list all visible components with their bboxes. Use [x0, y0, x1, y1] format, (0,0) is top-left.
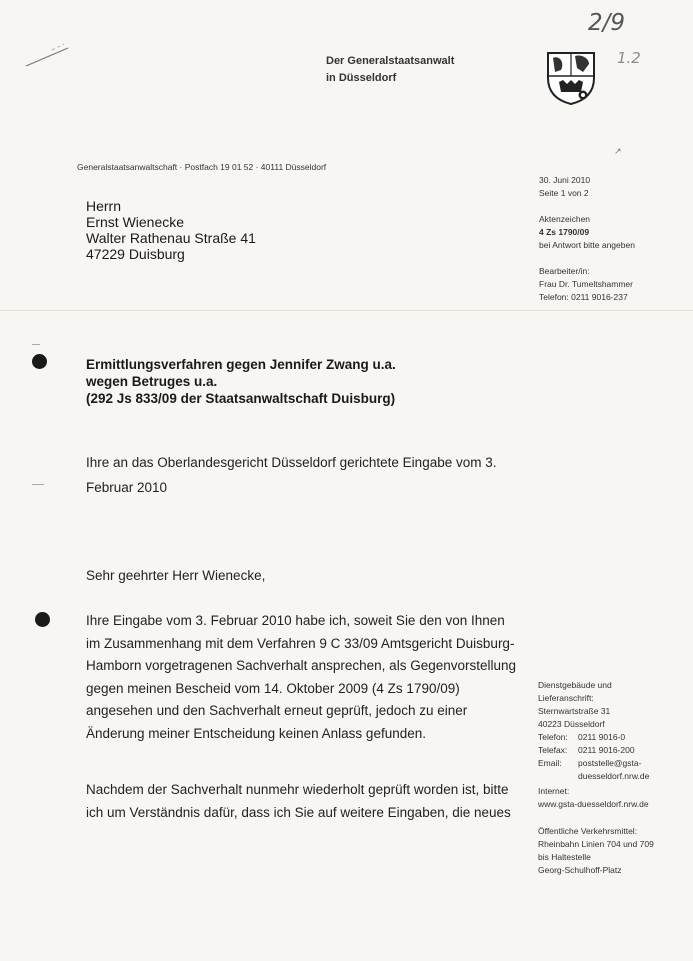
fax-label: Telefax: [538, 745, 568, 755]
fax-number: 0211 9016-200 [578, 745, 635, 755]
punch-hole [32, 354, 47, 369]
paragraph-1-line: gegen meinen Bescheid vom 14. Oktober 2009 (4 Zs 1790/09) [86, 680, 460, 696]
subject [86, 356, 396, 407]
paragraph-1-line: Hamborn vorgetragenen Sachverhalt ansprechen, als Gegenvorstellung [86, 658, 517, 673]
greeting: Sehr geehrter Herr Wienecke, [86, 568, 266, 583]
letterhead-line1: Der Generalstaatsanwalt [326, 55, 455, 67]
reference-number: 4 Zs 1790/09 [539, 227, 590, 237]
internet-label: Internet: [538, 786, 570, 796]
email-address-2: duesseldorf.nrw.de [578, 771, 650, 781]
email-label: Email: [538, 758, 562, 768]
handwritten-page-ref: 2/9 [588, 10, 626, 36]
reference-note: bei Antwort bitte angeben [539, 240, 635, 250]
letterhead [326, 53, 454, 87]
handler-label: Bearbeiter/in: [539, 266, 590, 276]
subject-line3: (292 Js 833/09 der Staatsanwaltschaft Duisburg) [86, 391, 396, 406]
paragraph-1-line: Ihre Eingabe vom 3. Februar 2010 habe ich, soweit Sie den von Ihnen [86, 613, 505, 628]
paragraph-1-line: im Zusammenhang mit dem Verfahren 9 C 33/09 Amtsgericht Duisburg- [86, 635, 515, 651]
telephone-number: 0211 9016-0 [578, 732, 626, 742]
letterhead-line2: in Düsseldorf [326, 72, 397, 84]
paragraph-1-line: Änderung meiner Entscheidung keinen Anlass gefunden. [86, 725, 426, 741]
recipient-city: 47229 Duisburg [86, 246, 185, 262]
handler-name: Frau Dr. Tumeltshammer [539, 279, 633, 289]
office-label-1: Dienstgebäude und [538, 680, 612, 690]
reference-label: Aktenzeichen [539, 214, 591, 224]
pen-tick: ↗ [614, 146, 622, 156]
paragraph-2-line: ich um Verständnis dafür, dass ich Sie auf weitere Eingaben, die neues [86, 804, 511, 820]
handwritten-note: 1.2 [617, 49, 641, 67]
internet-address: www.gsta-duesseldorf.nrw.de [538, 799, 649, 809]
paragraph-1-line: angesehen und den Sachverhalt erneut geprüft, jedoch zu einer [86, 703, 468, 718]
paragraph-1 [86, 610, 524, 745]
subject-line1: Ermittlungsverfahren gegen Jennifer Zwang u.a. [86, 357, 396, 372]
paper-fold [0, 310, 693, 311]
office-city: 40223 Düsseldorf [538, 719, 605, 729]
office-label-2: Lieferanschrift: [538, 693, 594, 703]
recipient-name: Ernst Wienecke [86, 214, 185, 230]
telephone-label: Telefon: [538, 732, 568, 742]
fold-mark [32, 344, 40, 345]
letter-meta [539, 174, 635, 304]
transit-line-2: bis Haltestelle [538, 852, 591, 862]
paragraph-2 [86, 779, 524, 824]
recipient-address [86, 198, 256, 262]
return-address: Generalstaatsanwaltschaft · Postfach 19 01 52 · 40111 Düsseldorf [77, 162, 327, 172]
punch-hole [35, 612, 50, 627]
paragraph-2-line: Nachdem der Sachverhalt nunmehr wiederholt geprüft worden ist, bitte [86, 782, 509, 797]
pen-mark [24, 40, 74, 70]
transit-line-3: Georg-Schulhoff-Platz [538, 865, 622, 875]
transit-line-1: Rheinbahn Linien 704 und 709 [538, 839, 654, 849]
page-indicator: Seite 1 von 2 [539, 188, 589, 198]
reference-line [86, 450, 496, 500]
letter-date: 30. Juni 2010 [539, 175, 591, 185]
reference-line2: Februar 2010 [86, 480, 168, 495]
handler-phone: Telefon: 0211 9016-237 [539, 292, 628, 302]
email-address-1: poststelle@gsta- [578, 758, 642, 768]
fold-mark [32, 484, 44, 485]
transit-label: Öffentliche Verkehrsmittel: [538, 826, 638, 836]
office-street: Sternwartstraße 31 [538, 706, 611, 716]
coat-of-arms-icon [545, 50, 597, 106]
subject-line2: wegen Betruges u.a. [86, 374, 218, 389]
reference-line1: Ihre an das Oberlandesgericht Düsseldorf gerichtete Eingabe vom 3. [86, 455, 497, 470]
recipient-street: Walter Rathenau Straße 41 [86, 230, 256, 246]
recipient-salutation: Herrn [86, 198, 122, 214]
office-info [538, 679, 654, 877]
